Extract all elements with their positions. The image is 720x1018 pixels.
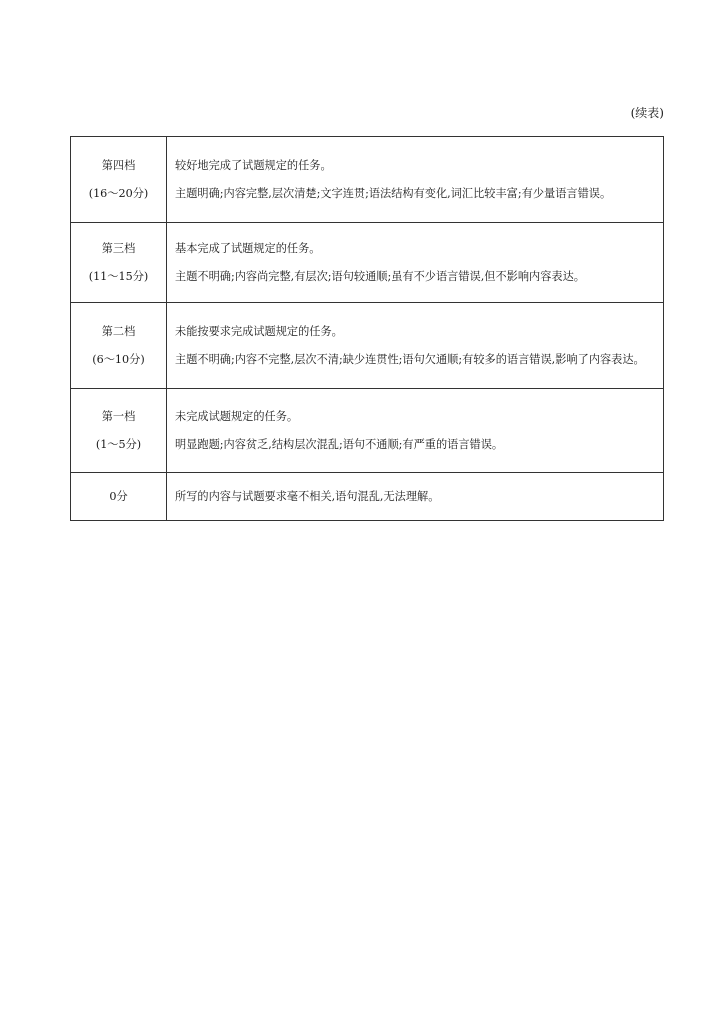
- level-name: 第一档: [101, 409, 136, 423]
- level-cell: [71, 473, 167, 521]
- level-name: 第三档: [101, 241, 136, 255]
- level-cell: [71, 389, 167, 473]
- description-summary: 较好地完成了试题规定的任务。: [175, 158, 332, 172]
- description-detail: 主题不明确;内容尚完整,有层次;语句较通顺;虽有不少语言错误,但不影响内容表达。: [175, 269, 585, 283]
- description-cell: [167, 223, 664, 303]
- description-cell: [167, 389, 664, 473]
- description-detail: 明显跑题;内容贫乏,结构层次混乱;语句不通顺;有严重的语言错误。: [175, 437, 504, 451]
- table-row: [71, 473, 664, 521]
- level-cell: [71, 137, 167, 223]
- level-score-range: (1～5分): [95, 437, 142, 451]
- description-summary: 基本完成了试题规定的任务。: [175, 241, 321, 255]
- description-cell: [167, 473, 664, 521]
- description-summary: 未能按要求完成试题规定的任务。: [175, 324, 343, 338]
- scoring-table: [70, 136, 664, 521]
- description-summary: 未完成试题规定的任务。: [175, 409, 299, 423]
- level-score-range: (16～20分): [88, 186, 149, 200]
- level-name: 第二档: [101, 324, 136, 338]
- level-score-range: (6～10分): [92, 352, 145, 366]
- level-cell: [71, 303, 167, 389]
- table-row: [71, 137, 664, 223]
- description-detail: 主题不明确;内容不完整,层次不清;缺少连贯性;语句欠通顺;有较多的语言错误,影响了内容表达。: [175, 352, 645, 366]
- level-name: 0分: [109, 489, 128, 503]
- level-cell: [71, 223, 167, 303]
- description-cell: [167, 303, 664, 389]
- description-detail: 主题明确;内容完整,层次清楚;文字连贯;语法结构有变化,词汇比较丰富;有少量语言错误。: [175, 186, 612, 200]
- table-row: [71, 303, 664, 389]
- description-summary: 所写的内容与试题要求毫不相关,语句混乱,无法理解。: [175, 489, 440, 503]
- continued-table-label: (续表): [630, 106, 664, 120]
- description-cell: [167, 137, 664, 223]
- level-score-range: (11～15分): [88, 269, 149, 283]
- level-name: 第四档: [101, 158, 136, 172]
- table-row: [71, 223, 664, 303]
- table-row: [71, 389, 664, 473]
